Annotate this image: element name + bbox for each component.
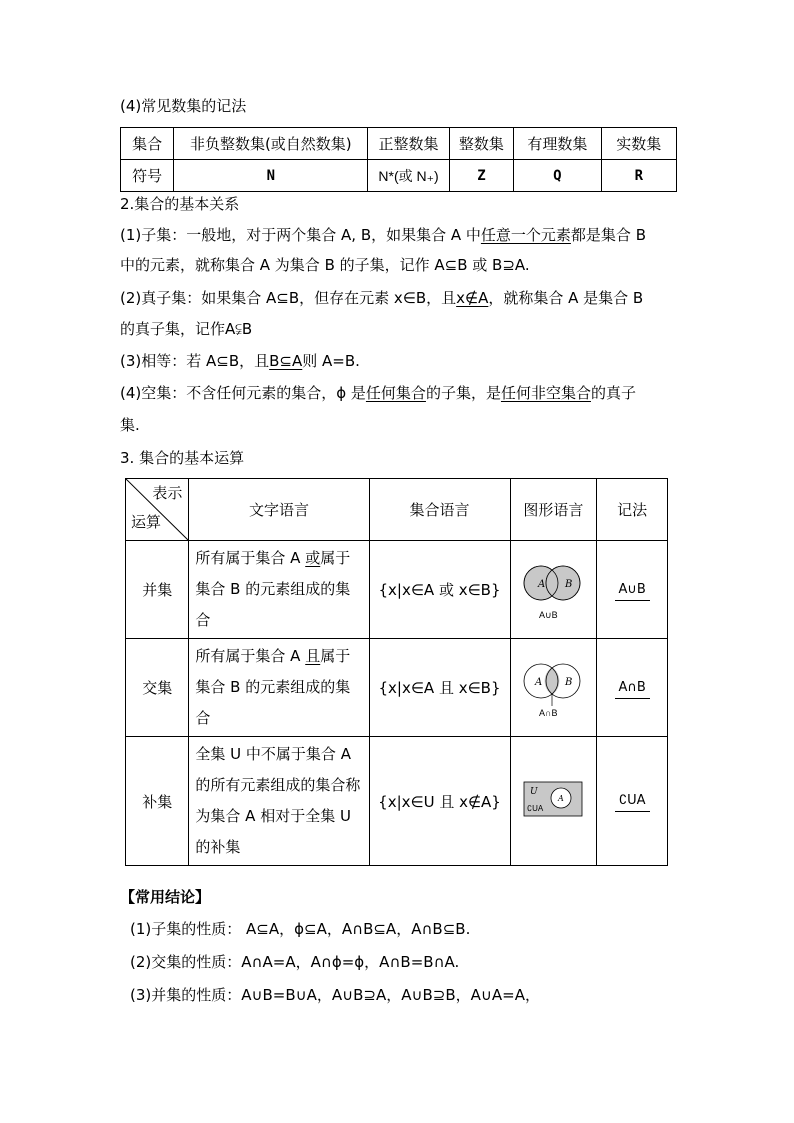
union-venn-diagram bbox=[515, 553, 591, 623]
svg-text:A∪B: A∪B bbox=[539, 609, 559, 620]
svg-text:A∩B: A∩B bbox=[539, 707, 558, 718]
table-row bbox=[126, 479, 668, 541]
table-cell: 非负整数集(或自然数集) bbox=[174, 128, 368, 160]
proper-subset-definition: (2)真子集：如果集合 A⊆B，但存在元素 x∈B，且x∉A，就称集合 A 是集合 B bbox=[120, 289, 644, 307]
table-row bbox=[126, 541, 668, 639]
conclusion-union: (3)并集的性质：A∪B=B∪A，A∪B⊇A，A∪B⊇B，A∪A=A， bbox=[130, 986, 540, 1004]
empty-set-definition-cont: 集. bbox=[120, 416, 140, 434]
figure-cell bbox=[510, 737, 597, 866]
empty-set-definition: (4)空集：不含任何元素的集合，ϕ 是任何集合的子集，是任何非空集合的真子 bbox=[120, 384, 636, 402]
table-header: 集合语言 bbox=[369, 479, 510, 541]
table-row bbox=[126, 639, 668, 737]
table-header: 记法 bbox=[597, 479, 668, 541]
text-description: 所有属于集合 A 或属于集合 B 的元素组成的集合 bbox=[189, 541, 369, 639]
notation: ∁UA bbox=[615, 793, 650, 812]
svg-text:A: A bbox=[558, 794, 565, 803]
notation-cell bbox=[597, 639, 668, 737]
table-row bbox=[121, 128, 677, 160]
svg-text:U: U bbox=[530, 787, 539, 797]
notation-cell bbox=[597, 737, 668, 866]
table-row bbox=[121, 160, 677, 192]
table-header: 图形语言 bbox=[510, 479, 597, 541]
table-cell: 有理数集 bbox=[514, 128, 601, 160]
subset-definition: (1)子集：一般地，对于两个集合 A, B，如果集合 A 中任意一个元素都是集合 B bbox=[120, 226, 646, 244]
set-language: {x|x∈U 且 x∉A} bbox=[369, 737, 510, 866]
table-cell: 集合 bbox=[121, 128, 174, 160]
table-cell: Q bbox=[514, 160, 601, 192]
svg-text:B: B bbox=[565, 578, 573, 590]
table-cell: 实数集 bbox=[601, 128, 676, 160]
table-cell: 正整数集 bbox=[368, 128, 449, 160]
notation-cell bbox=[597, 541, 668, 639]
text-description: 全集 U 中不属于集合 A 的所有元素组成的集合称为集合 A 相对于全集 U 的补集 bbox=[189, 737, 369, 866]
relations-title: 2.集合的基本关系 bbox=[120, 195, 240, 213]
section-4-title: (4)常见数集的记法 bbox=[120, 97, 247, 115]
conclusion-subset: (1)子集的性质： A⊆A，ϕ⊆A，A∩B⊆A，A∩B⊆B. bbox=[130, 920, 471, 938]
complement-venn-diagram bbox=[521, 779, 585, 819]
set-language: {x|x∈A 或 x∈B} bbox=[369, 541, 510, 639]
operations-title: 3. 集合的基本运算 bbox=[120, 449, 245, 467]
corner-top-label: 表示 bbox=[152, 484, 183, 502]
svg-text:B: B bbox=[565, 676, 573, 688]
intersection-venn-diagram bbox=[515, 651, 591, 721]
figure-cell bbox=[510, 541, 597, 639]
conclusions-title: 【常用结论】 bbox=[120, 888, 211, 906]
notation: A∪B bbox=[615, 582, 650, 601]
table-cell: Z bbox=[449, 160, 513, 192]
table-cell: R bbox=[601, 160, 676, 192]
number-set-table bbox=[120, 127, 677, 192]
operation-name: 补集 bbox=[126, 737, 189, 866]
svg-text:A: A bbox=[538, 578, 546, 590]
set-operations-table bbox=[125, 478, 668, 866]
table-row bbox=[126, 737, 668, 866]
operation-name: 并集 bbox=[126, 541, 189, 639]
table-cell: 整数集 bbox=[449, 128, 513, 160]
conclusion-intersection: (2)交集的性质：A∩A=A，A∩ϕ=ϕ，A∩B=B∩A. bbox=[130, 953, 460, 971]
subset-definition-cont: 中的元素，就称集合 A 为集合 B 的子集，记作 A⊆B 或 B⊇A. bbox=[120, 256, 530, 274]
table-cell: 符号 bbox=[121, 160, 174, 192]
corner-bottom-label: 运算 bbox=[131, 513, 162, 531]
text-description: 所有属于集合 A 且属于集合 B 的元素组成的集合 bbox=[189, 639, 369, 737]
notation: A∩B bbox=[615, 680, 650, 699]
set-language: {x|x∈A 且 x∈B} bbox=[369, 639, 510, 737]
svg-text:∁UA: ∁UA bbox=[527, 804, 544, 813]
equality-definition: (3)相等：若 A⊆B，且B⊆A则 A=B. bbox=[120, 352, 360, 370]
table-header: 文字语言 bbox=[189, 479, 369, 541]
figure-cell bbox=[510, 639, 597, 737]
table-cell: N bbox=[174, 160, 368, 192]
proper-subset-definition-cont: 的真子集，记作A⫋B bbox=[120, 320, 253, 338]
table-cell: N*(或 N₊) bbox=[368, 160, 449, 192]
svg-text:A: A bbox=[535, 676, 543, 688]
corner-header-cell bbox=[126, 479, 189, 541]
operation-name: 交集 bbox=[126, 639, 189, 737]
